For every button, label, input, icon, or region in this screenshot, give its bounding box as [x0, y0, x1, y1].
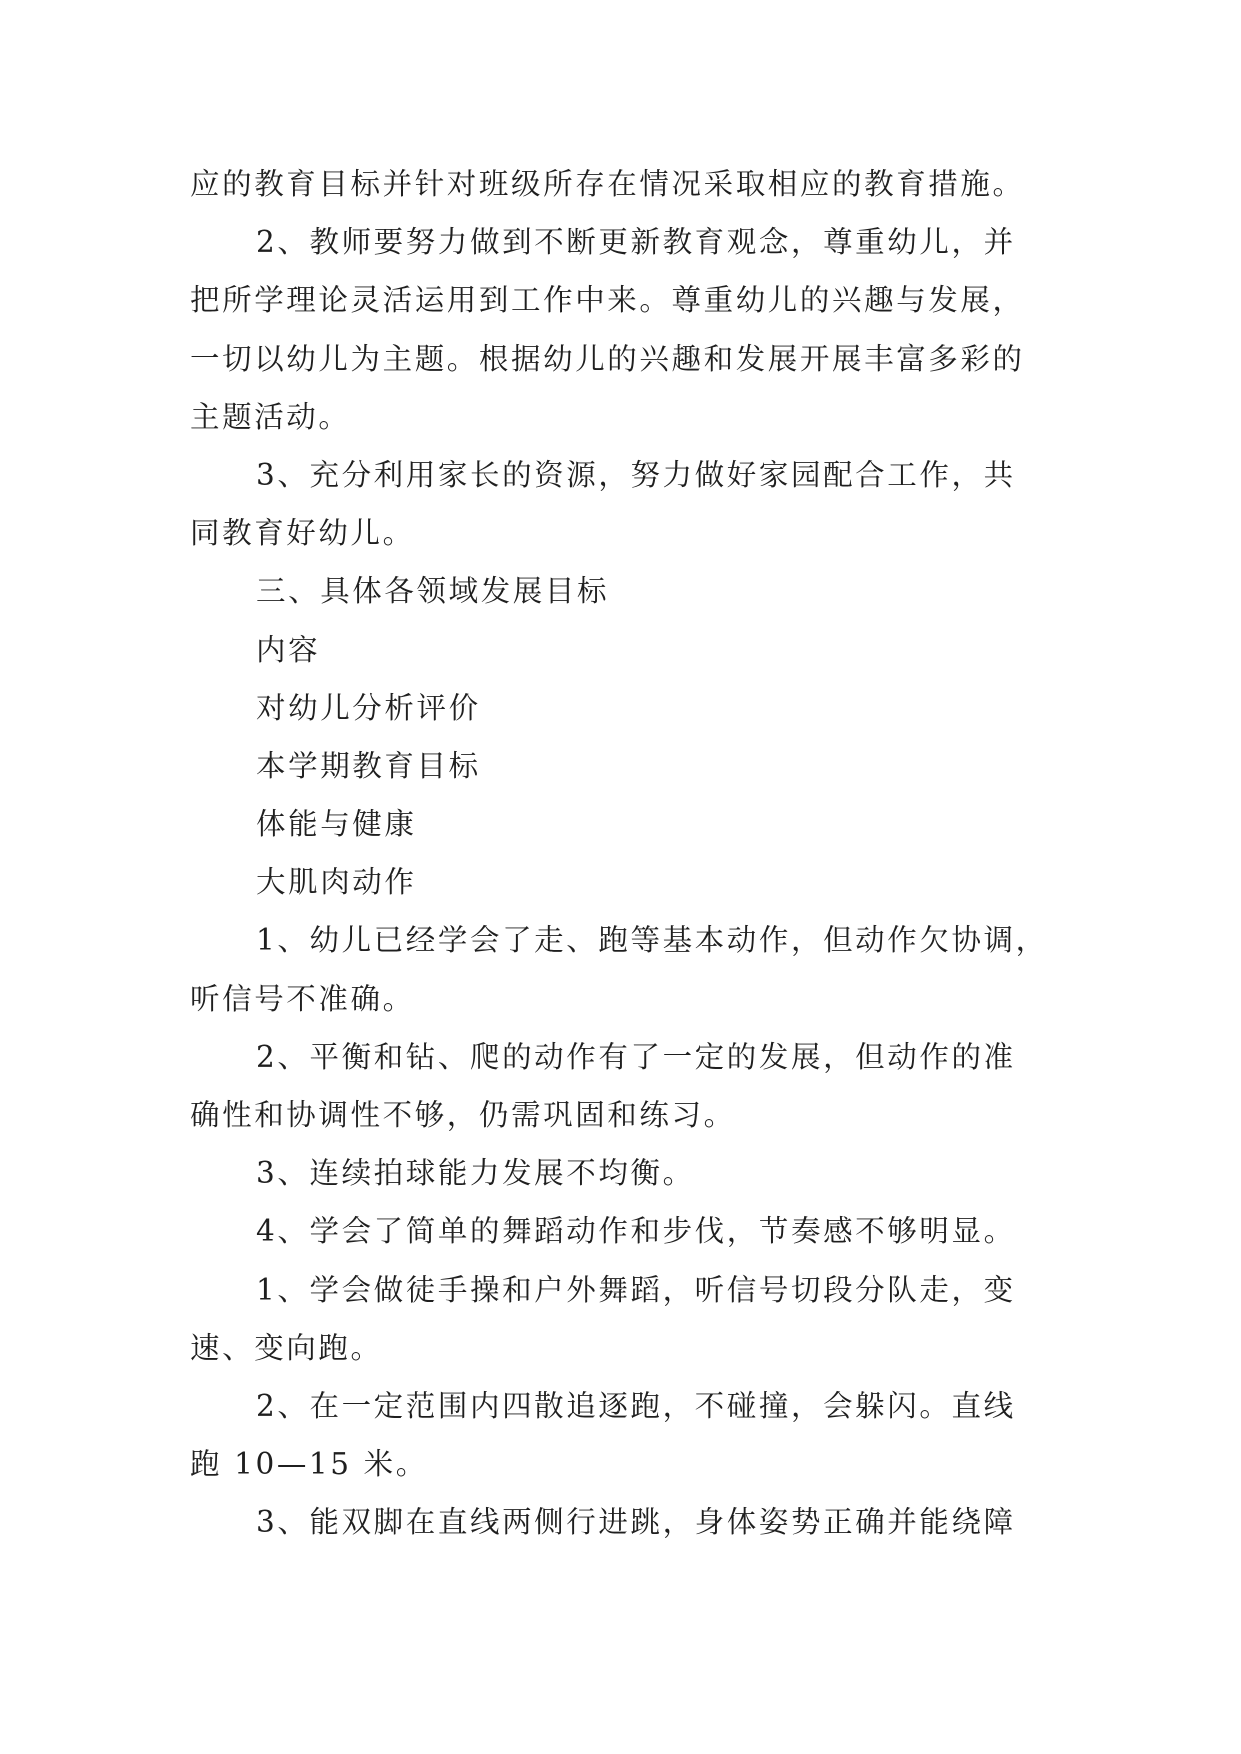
text-line: 1、幼儿已经学会了走、跑等基本动作，但动作欠协调， [256, 923, 1048, 958]
text-line: 主题活动。 [190, 399, 351, 434]
text-line: 3、连续拍球能力发展不均衡。 [256, 1156, 695, 1191]
text-line: 本学期教育目标 [256, 748, 481, 783]
text-line: 听信号不准确。 [190, 981, 415, 1016]
text-line: 对幼儿分析评价 [256, 690, 481, 725]
text-line: 内容 [256, 632, 321, 667]
text-line: 1、学会做徒手操和户外舞蹈，听信号切段分队走，变 [256, 1272, 1016, 1307]
text-line: 2、教师要努力做到不断更新教育观念，尊重幼儿，并 [256, 225, 1016, 260]
text-line: 3、充分利用家长的资源，努力做好家园配合工作，共 [256, 457, 1016, 492]
text-line: 2、平衡和钻、爬的动作有了一定的发展，但动作的准 [256, 1039, 1016, 1074]
text-line: 把所学理论灵活运用到工作中来。尊重幼儿的兴趣与发展， [190, 283, 1025, 318]
text-line: 应的教育目标并针对班级所存在情况采取相应的教育措施。 [190, 167, 1025, 201]
text-line: 速、变向跑。 [190, 1330, 383, 1365]
text-line: 体能与健康 [256, 807, 417, 842]
text-line: 跑 10—15 米。 [190, 1447, 428, 1482]
text-line: 一切以幼儿为主题。根据幼儿的兴趣和发展开展丰富多彩的 [190, 341, 1025, 376]
text-line: 确性和协调性不够，仍需巩固和练习。 [190, 1098, 736, 1132]
text-line: 2、在一定范围内四散追逐跑，不碰撞，会躲闪。直线 [256, 1388, 1016, 1423]
text-line: 4、学会了简单的舞蹈动作和步伐，节奏感不够明显。 [256, 1214, 1016, 1249]
text-line: 同教育好幼儿。 [190, 516, 415, 551]
text-line: 三、具体各领域发展目标 [256, 574, 610, 609]
text-line: 大肌肉动作 [256, 865, 417, 900]
document-body [190, 155, 1070, 1552]
text-line: 3、能双脚在直线两侧行进跳，身体姿势正确并能绕障 [256, 1505, 1016, 1540]
